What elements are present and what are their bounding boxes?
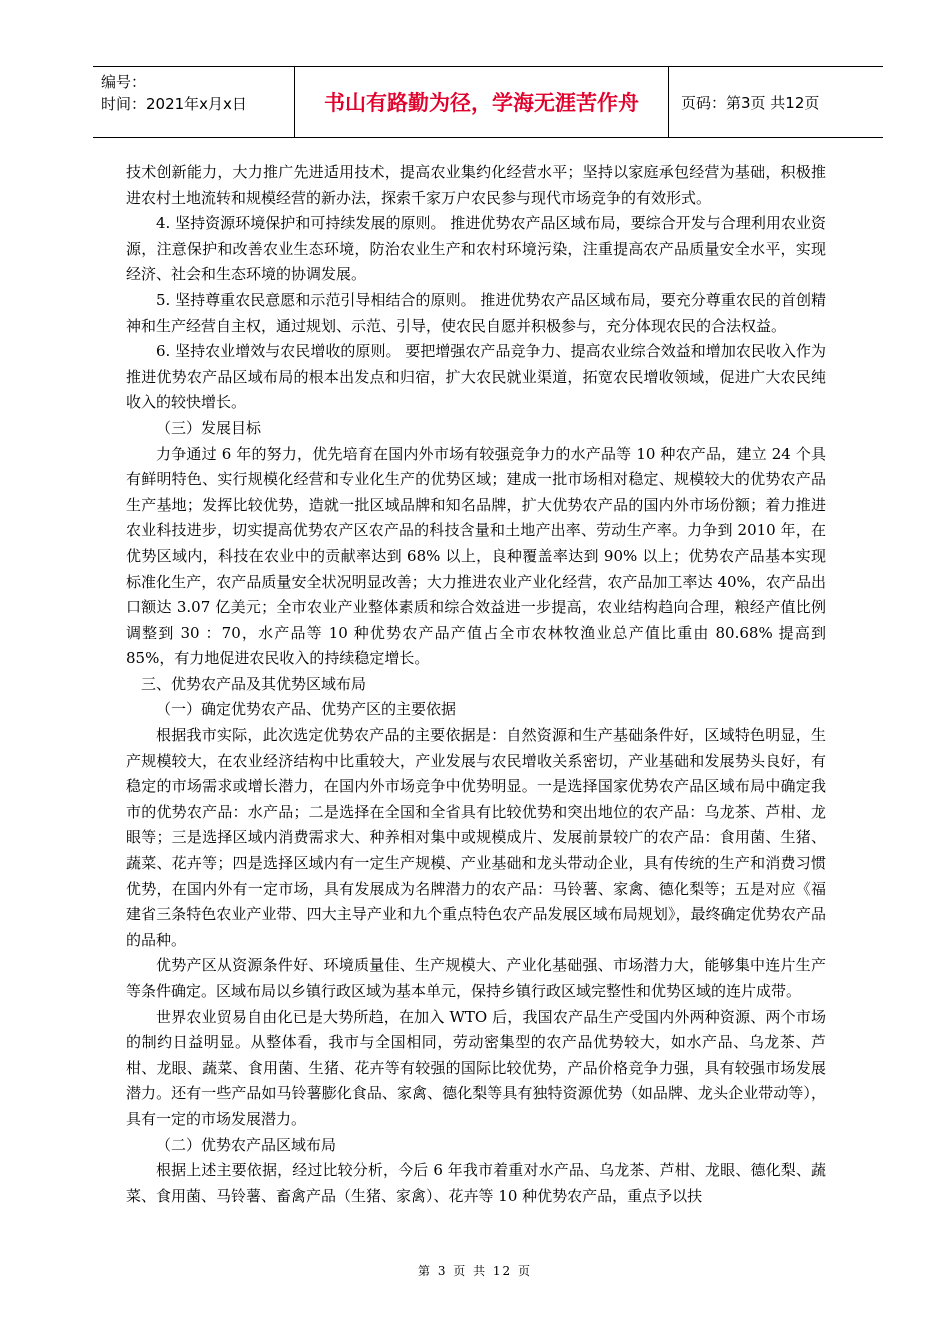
section-heading: （一）确定优势农产品、优势产区的主要依据 xyxy=(156,700,457,719)
paragraph: 世界农业贸易自由化已是大势所趋，在加入 WTO 后，我国农产品生产受国内外两种资源、两个市场的制约日益明显。从整体看，我市与全国相同，劳动密集型的农产品优势较大，如水产品、乌龙茶、芦柑、龙眼、蔬菜、食用菌、生猪、花卉等有较强的国际比较优势，产品价格竞争力强，具有较强市场发展潜力。还有一些产品如马铃薯膨化食品、家禽、德化梨等具有独特资源优势（如品牌、龙头企业带动等），具有一定的市场发展潜力。 xyxy=(126,1007,826,1128)
document-body xyxy=(126,160,826,1209)
paragraph: 优势产区从资源条件好、环境质量佳、生产规模大、产业化基础强、市场潜力大，能够集中连片生产等条件确定。区域布局以乡镇行政区域为基本单元，保持乡镇行政区域完整性和优势区域的连片成带。 xyxy=(126,956,826,1000)
paragraph: 根据上述主要依据，经过比较分析，今后 6 年我市着重对水产品、乌龙茶、芦柑、龙眼、德化梨、蔬菜、食用菌、马铃薯、畜禽产品（生猪、家禽）、花卉等 10 种优势农产品，重点予以扶 xyxy=(126,1161,826,1205)
section-heading: （二）优势农产品区域布局 xyxy=(156,1135,337,1154)
header-meta xyxy=(93,67,295,137)
header-page-info: 页码：第3页 共12页 xyxy=(681,93,820,112)
page-footer: 第 3 页 共 12 页 xyxy=(418,1264,532,1278)
paragraph: 5. 坚持尊重农民意愿和示范引导相结合的原则。 推进优势农产品区域布局，要充分尊重农民的首创精神和生产经营自主权，通过规划、示范、引导，使农民自愿并积极参与，充分体现农民的合法权益。 xyxy=(126,290,826,335)
paragraph: 6. 坚持农业增效与农民增收的原则。 要把增强农产品竞争力、提高农业综合效益和增加农民收入作为推进优势农产品区域布局的根本出发点和归宿，扩大农民就业渠道，拓宽农民增收领域，促进广大农民纯收入的较快增长。 xyxy=(126,342,826,412)
header-motto: 书山有路勤为径，学海无涯苦作舟 xyxy=(295,67,669,137)
page-header xyxy=(93,66,883,138)
paragraph: 4. 坚持资源环境保护和可持续发展的原则。 推进优势农产品区域布局，要综合开发与合理利用农业资源，注意保护和改善农业生态环境，防治农业生产和农村环境污染，注重提高农产品质量安全水平，实现经济、社会和生态环境的协调发展。 xyxy=(126,214,826,284)
document-number-label: 编号： xyxy=(101,73,147,91)
paragraph: 根据我市实际，此次选定优势农产品的主要依据是：自然资源和生产基础条件好，区域特色明显，生产规模较大，在农业经济结构中比重较大，产业发展与农民增收关系密切，产业基础和发展势头良好，有稳定的市场需求或增长潜力，在国内外市场竞争中优势明显。一是选择国家优势农产品区域布局中确定我市的优势农产品：水产品；二是选择在全国和全省具有比较优势和突出地位的农产品：乌龙茶、芦柑、龙眼等；三是选择区域内消费需求大、种养相对集中或规模成片、发展前景较广的农产品：食用菌、生猪、蔬菜、花卉等；四是选择区域内有一定生产规模、产业基础和龙头带动企业，具有传统的生产和消费习惯优势，在国内外有一定市场，具有发展成为名牌潜力的农产品：马铃薯、家禽、德化梨等；五是对应《福建省三条特色农业产业带、四大主导产业和九个重点特色农产品发展区域布局规划》，最终确定优势农产品的品种。 xyxy=(126,726,826,949)
section-heading: 三、优势农产品及其优势区域布局 xyxy=(141,674,367,693)
paragraph: 技术创新能力，大力推广先进适用技术，提高农业集约化经营水平；坚持以家庭承包经营为基础，积极推进农村土地流转和规模经营的新办法，探索千家万户农民参与现代市场竞争的有效形式。 xyxy=(126,163,826,207)
document-time: 时间：2021年x月x日 xyxy=(101,95,247,113)
paragraph: 力争通过 6 年的努力，优先培育在国内外市场有较强竞争力的水产品等 10 种农产品，建立 24 个具有鲜明特色、实行规模化经营和专业化生产的优势区域；建成一批市场相对稳定、规模较大的优势农产品生产基地；发挥比较优势，造就一批区域品牌和知名品牌，扩大优势农产品的国内外市场份额；着力推进农业科技进步，切实提高优势农产区农产品的科技含量和土地产出率、劳动生产率。力争到 2010 年，在优势区域内，科技在农业中的贡献率达到 68% 以上，良种覆盖率达到 90% 以上；优势农产品基本实现标准化生产，农产品质量安全状况明显改善；大力推进农业产业化经营，农产品加工率达 40%，农产品出口额达 3.07 亿美元；全市农业产业整体素质和综合效益进一步提高，农业结构趋向合理，粮经产值比例调整到 30 ：70，水产品等 10 种优势农产品产值占全市农林牧渔业总产值比重由 80.68% 提高到 85%，有力地促进农民收入的持续稳定增长。 xyxy=(126,444,826,668)
section-heading: （三）发展目标 xyxy=(156,418,262,437)
